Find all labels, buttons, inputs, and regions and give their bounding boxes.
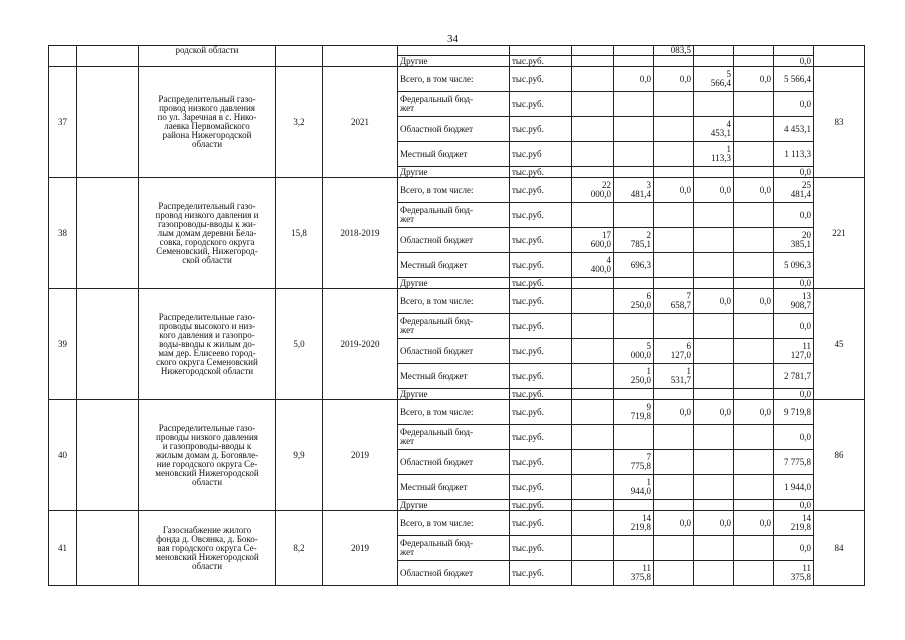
value-cell-v4 [694, 167, 734, 178]
value-cell-v2 [614, 500, 654, 511]
value-cell-v4 [694, 92, 734, 117]
value-cell-v5 [734, 425, 774, 450]
value-cell-v1 [572, 92, 614, 117]
object-name-cell: Распределительные газо- проводы высокого и низ- кого давления и газопро- воды-вводы к жилым до- мам дер. Елисеево город- ского округа Семеновский Нижегородской области [139, 289, 276, 400]
unit-cell: тыс.руб. [510, 425, 572, 450]
value-cell-v1: 22 000,0 [572, 178, 614, 203]
total-cell: 0,0 [774, 314, 814, 339]
value-cell-v4 [694, 389, 734, 400]
value-cell-v5 [734, 500, 774, 511]
value-cell-v5: 0,0 [734, 289, 774, 314]
value-cell-v1 [572, 56, 614, 67]
total-cell: 0,0 [774, 203, 814, 228]
value-cell-v1 [572, 278, 614, 289]
value-cell-v5: 0,0 [734, 67, 774, 92]
value-cell-v4: 1 113,3 [694, 142, 734, 167]
value-cell-v5 [734, 364, 774, 389]
value-cell-v5 [734, 167, 774, 178]
value-cell-v3: 1 531,7 [654, 364, 694, 389]
unit-cell: тыс.руб. [510, 339, 572, 364]
value-cell-v3 [654, 228, 694, 253]
unit-cell: тыс.руб. [510, 56, 572, 67]
value-cell-v4 [694, 56, 734, 67]
funding-source-cell: Всего, в том числе: [398, 400, 510, 425]
row-number-cell: 40 [49, 400, 77, 511]
page-number: 34 [447, 33, 458, 45]
value-cell-v4 [694, 203, 734, 228]
unit-cell: тыс.руб. [510, 450, 572, 475]
total-cell: 20 385,1 [774, 228, 814, 253]
unit-cell: тыс.руб. [510, 364, 572, 389]
funding-source-cell: Федеральный бюд- жет [398, 536, 510, 561]
table-row [49, 178, 865, 203]
funding-source-cell: Другие [398, 56, 510, 67]
table-row [49, 289, 865, 314]
empty-cell [77, 178, 139, 289]
value-cell-v2: 5 000,0 [614, 339, 654, 364]
value-cell-v3 [654, 389, 694, 400]
funding-source-cell: Другие [398, 389, 510, 400]
value-cell-v3 [654, 167, 694, 178]
value-cell-v1 [572, 67, 614, 92]
empty-cell [77, 67, 139, 178]
value-cell-v5: 0,0 [734, 511, 774, 536]
value-cell-v4: 4 453,1 [694, 117, 734, 142]
value-cell-v3 [654, 314, 694, 339]
last-column-cell: 45 [814, 289, 865, 400]
value-cell-v1 [572, 289, 614, 314]
value-cell-v4 [694, 364, 734, 389]
years-cell: 2019-2020 [323, 289, 398, 400]
length-cell: 8,2 [276, 511, 323, 586]
object-name-cell: Газоснабжение жилого фонда д. Овсянка, д. Боко- вая городского округа Се- меновский Нижегородской области [139, 511, 276, 586]
value-cell-v2 [614, 536, 654, 561]
value-cell-v3 [654, 142, 694, 167]
value-cell-v1 [572, 142, 614, 167]
object-name-cell: Распределительный газо- провод низкого давления и газопроводы-вводы к жи- лым домам деревни Бела- совка, городского округа Семеновский, Нижегород- ской области [139, 178, 276, 289]
total-cell: 25 481,4 [774, 178, 814, 203]
unit-cell: тыс.руб. [510, 500, 572, 511]
empty-cell [77, 511, 139, 586]
value-cell-v2 [614, 278, 654, 289]
years-cell [323, 46, 398, 67]
years-cell: 2019 [323, 511, 398, 586]
unit-cell: тыс.руб. [510, 289, 572, 314]
value-cell-v3 [654, 92, 694, 117]
length-cell: 15,8 [276, 178, 323, 289]
value-cell-v1: 4 400,0 [572, 253, 614, 278]
funding-source-cell: Федеральный бюд- жет [398, 314, 510, 339]
funding-source-cell [398, 46, 510, 56]
value-cell-v5 [734, 339, 774, 364]
funding-source-cell: Всего, в том числе: [398, 511, 510, 536]
total-cell: 11 375,8 [774, 561, 814, 586]
unit-cell: тыс.руб. [510, 117, 572, 142]
unit-cell: тыс.руб. [510, 475, 572, 500]
value-cell-v3 [654, 253, 694, 278]
value-cell-v2: 9 719,8 [614, 400, 654, 425]
value-cell-v3 [654, 500, 694, 511]
unit-cell: тыс.руб. [510, 92, 572, 117]
value-cell-v5 [734, 142, 774, 167]
total-cell: 5 566,4 [774, 67, 814, 92]
value-cell-v4 [694, 475, 734, 500]
last-column-cell: 83 [814, 67, 865, 178]
value-cell-v3: 0,0 [654, 178, 694, 203]
value-cell-v5 [734, 278, 774, 289]
total-cell: 0,0 [774, 167, 814, 178]
value-cell-v3 [654, 561, 694, 586]
value-cell-v2: 3 481,4 [614, 178, 654, 203]
value-cell-v5: 0,0 [734, 178, 774, 203]
funding-source-cell: Областной бюджет [398, 450, 510, 475]
funding-source-cell: Другие [398, 278, 510, 289]
budget-table [48, 45, 865, 586]
row-number-cell: 38 [49, 178, 77, 289]
value-cell-v3 [654, 475, 694, 500]
table-row [49, 400, 865, 425]
value-cell-v1 [572, 475, 614, 500]
unit-cell: тыс.руб. [510, 314, 572, 339]
table-row [49, 511, 865, 536]
row-number-cell: 41 [49, 511, 77, 586]
years-cell: 2019 [323, 400, 398, 511]
value-cell-v1 [572, 511, 614, 536]
row-number-cell [49, 46, 77, 67]
row-number-cell: 39 [49, 289, 77, 400]
value-cell-v2 [614, 203, 654, 228]
value-cell-v5 [734, 46, 774, 56]
value-cell-v2 [614, 314, 654, 339]
value-cell-v1 [572, 203, 614, 228]
total-cell: 2 781,7 [774, 364, 814, 389]
value-cell-v5 [734, 475, 774, 500]
value-cell-v1 [572, 46, 614, 56]
value-cell-v4 [694, 339, 734, 364]
value-cell-v4 [694, 536, 734, 561]
funding-source-cell: Местный бюджет [398, 253, 510, 278]
value-cell-v1 [572, 117, 614, 142]
funding-source-cell: Всего, в том числе: [398, 178, 510, 203]
row-number-cell: 37 [49, 67, 77, 178]
value-cell-v3 [654, 425, 694, 450]
total-cell: 11 127,0 [774, 339, 814, 364]
value-cell-v5 [734, 536, 774, 561]
value-cell-v4 [694, 228, 734, 253]
total-cell: 4 453,1 [774, 117, 814, 142]
value-cell-v4 [694, 425, 734, 450]
value-cell-v2: 2 785,1 [614, 228, 654, 253]
value-cell-v1 [572, 167, 614, 178]
funding-source-cell: Областной бюджет [398, 228, 510, 253]
total-cell: 0,0 [774, 389, 814, 400]
total-cell: 7 775,8 [774, 450, 814, 475]
unit-cell: тыс.руб. [510, 253, 572, 278]
funding-source-cell: Федеральный бюд- жет [398, 203, 510, 228]
total-cell: 0,0 [774, 536, 814, 561]
value-cell-v5 [734, 389, 774, 400]
value-cell-v2: 6 250,0 [614, 289, 654, 314]
value-cell-v3: 6 127,0 [654, 339, 694, 364]
value-cell-v1 [572, 400, 614, 425]
length-cell: 5,0 [276, 289, 323, 400]
value-cell-v2: 696,3 [614, 253, 654, 278]
length-cell: 3,2 [276, 67, 323, 178]
value-cell-v2: 1 944,0 [614, 475, 654, 500]
total-cell: 9 719,8 [774, 400, 814, 425]
years-cell: 2021 [323, 67, 398, 178]
empty-cell [77, 400, 139, 511]
total-cell [774, 46, 814, 56]
last-column-cell: 84 [814, 511, 865, 586]
total-cell: 5 096,3 [774, 253, 814, 278]
value-cell-v5 [734, 314, 774, 339]
value-cell-v2 [614, 92, 654, 117]
value-cell-v5 [734, 56, 774, 67]
value-cell-v2 [614, 389, 654, 400]
object-name-cell: Распределительный газо- провод низкого давления по ул. Заречная в с. Нико- лаевка Первомайского района Нижегородской области [139, 67, 276, 178]
value-cell-v1 [572, 450, 614, 475]
value-cell-v4 [694, 314, 734, 339]
unit-cell: тыс.руб. [510, 536, 572, 561]
value-cell-v2: 1 250,0 [614, 364, 654, 389]
funding-source-cell: Местный бюджет [398, 475, 510, 500]
value-cell-v5 [734, 203, 774, 228]
value-cell-v3 [654, 117, 694, 142]
value-cell-v1 [572, 561, 614, 586]
value-cell-v3: 0,0 [654, 400, 694, 425]
funding-source-cell: Местный бюджет [398, 364, 510, 389]
value-cell-v2 [614, 46, 654, 56]
funding-source-cell: Другие [398, 167, 510, 178]
unit-cell: тыс.руб. [510, 400, 572, 425]
unit-cell: тыс.руб [510, 142, 572, 167]
value-cell-v2 [614, 56, 654, 67]
funding-source-cell: Другие [398, 500, 510, 511]
length-cell: 9,9 [276, 400, 323, 511]
object-name-cell: Распределительные газо- проводы низкого давления и газопроводы-вводы к жилым домам д. Богоявле- ние городского округа Се- меновский Нижегородской области [139, 400, 276, 511]
funding-source-cell: Областной бюджет [398, 117, 510, 142]
unit-cell [510, 46, 572, 56]
funding-source-cell: Всего, в том числе: [398, 289, 510, 314]
total-cell: 0,0 [774, 56, 814, 67]
value-cell-v4 [694, 46, 734, 56]
last-column-cell [814, 46, 865, 67]
value-cell-v2 [614, 142, 654, 167]
value-cell-v1 [572, 425, 614, 450]
object-name-cell: родской области [139, 46, 276, 67]
funding-source-cell: Всего, в том числе: [398, 67, 510, 92]
value-cell-v1 [572, 389, 614, 400]
value-cell-v1: 17 600,0 [572, 228, 614, 253]
value-cell-v2: 0,0 [614, 67, 654, 92]
table-row [49, 67, 865, 92]
value-cell-v5 [734, 228, 774, 253]
value-cell-v4: 0,0 [694, 511, 734, 536]
value-cell-v4 [694, 561, 734, 586]
value-cell-v2 [614, 117, 654, 142]
funding-source-cell: Областной бюджет [398, 339, 510, 364]
value-cell-v1 [572, 339, 614, 364]
value-cell-v4: 5 566,4 [694, 67, 734, 92]
value-cell-v4: 0,0 [694, 400, 734, 425]
value-cell-v3 [654, 56, 694, 67]
value-cell-v2: 7 775,8 [614, 450, 654, 475]
value-cell-v1 [572, 364, 614, 389]
years-cell: 2018-2019 [323, 178, 398, 289]
value-cell-v4 [694, 278, 734, 289]
value-cell-v5 [734, 450, 774, 475]
unit-cell: тыс.руб. [510, 178, 572, 203]
total-cell: 13 908,7 [774, 289, 814, 314]
total-cell: 0,0 [774, 92, 814, 117]
total-cell: 1 944,0 [774, 475, 814, 500]
value-cell-v4: 0,0 [694, 178, 734, 203]
value-cell-v4 [694, 500, 734, 511]
value-cell-v5 [734, 253, 774, 278]
value-cell-v2 [614, 167, 654, 178]
value-cell-v3 [654, 278, 694, 289]
value-cell-v3: 083,5 [654, 46, 694, 56]
value-cell-v2 [614, 425, 654, 450]
unit-cell: тыс.руб. [510, 389, 572, 400]
empty-cell [77, 46, 139, 67]
value-cell-v3 [654, 203, 694, 228]
value-cell-v5 [734, 92, 774, 117]
value-cell-v3: 0,0 [654, 511, 694, 536]
value-cell-v5 [734, 117, 774, 142]
value-cell-v3: 0,0 [654, 67, 694, 92]
value-cell-v5 [734, 561, 774, 586]
length-cell [276, 46, 323, 67]
value-cell-v1 [572, 536, 614, 561]
last-column-cell: 221 [814, 178, 865, 289]
value-cell-v2: 14 219,8 [614, 511, 654, 536]
value-cell-v3 [654, 536, 694, 561]
unit-cell: тыс.руб. [510, 167, 572, 178]
value-cell-v1 [572, 500, 614, 511]
value-cell-v1 [572, 314, 614, 339]
total-cell: 1 113,3 [774, 142, 814, 167]
table-row [49, 46, 865, 56]
empty-cell [77, 289, 139, 400]
unit-cell: тыс.руб. [510, 228, 572, 253]
funding-source-cell: Федеральный бюд- жет [398, 92, 510, 117]
value-cell-v3 [654, 450, 694, 475]
value-cell-v4: 0,0 [694, 289, 734, 314]
total-cell: 0,0 [774, 500, 814, 511]
total-cell: 0,0 [774, 425, 814, 450]
funding-source-cell: Федеральный бюд- жет [398, 425, 510, 450]
last-column-cell: 86 [814, 400, 865, 511]
total-cell: 14 219,8 [774, 511, 814, 536]
value-cell-v4 [694, 450, 734, 475]
unit-cell: тыс.руб. [510, 561, 572, 586]
unit-cell: тыс.руб. [510, 67, 572, 92]
value-cell-v2: 11 375,8 [614, 561, 654, 586]
value-cell-v4 [694, 253, 734, 278]
unit-cell: тыс.руб. [510, 511, 572, 536]
funding-source-cell: Местный бюджет [398, 142, 510, 167]
value-cell-v3: 7 658,7 [654, 289, 694, 314]
total-cell: 0,0 [774, 278, 814, 289]
unit-cell: тыс.руб. [510, 203, 572, 228]
unit-cell: тыс.руб. [510, 278, 572, 289]
funding-source-cell: Областной бюджет [398, 561, 510, 586]
value-cell-v5: 0,0 [734, 400, 774, 425]
